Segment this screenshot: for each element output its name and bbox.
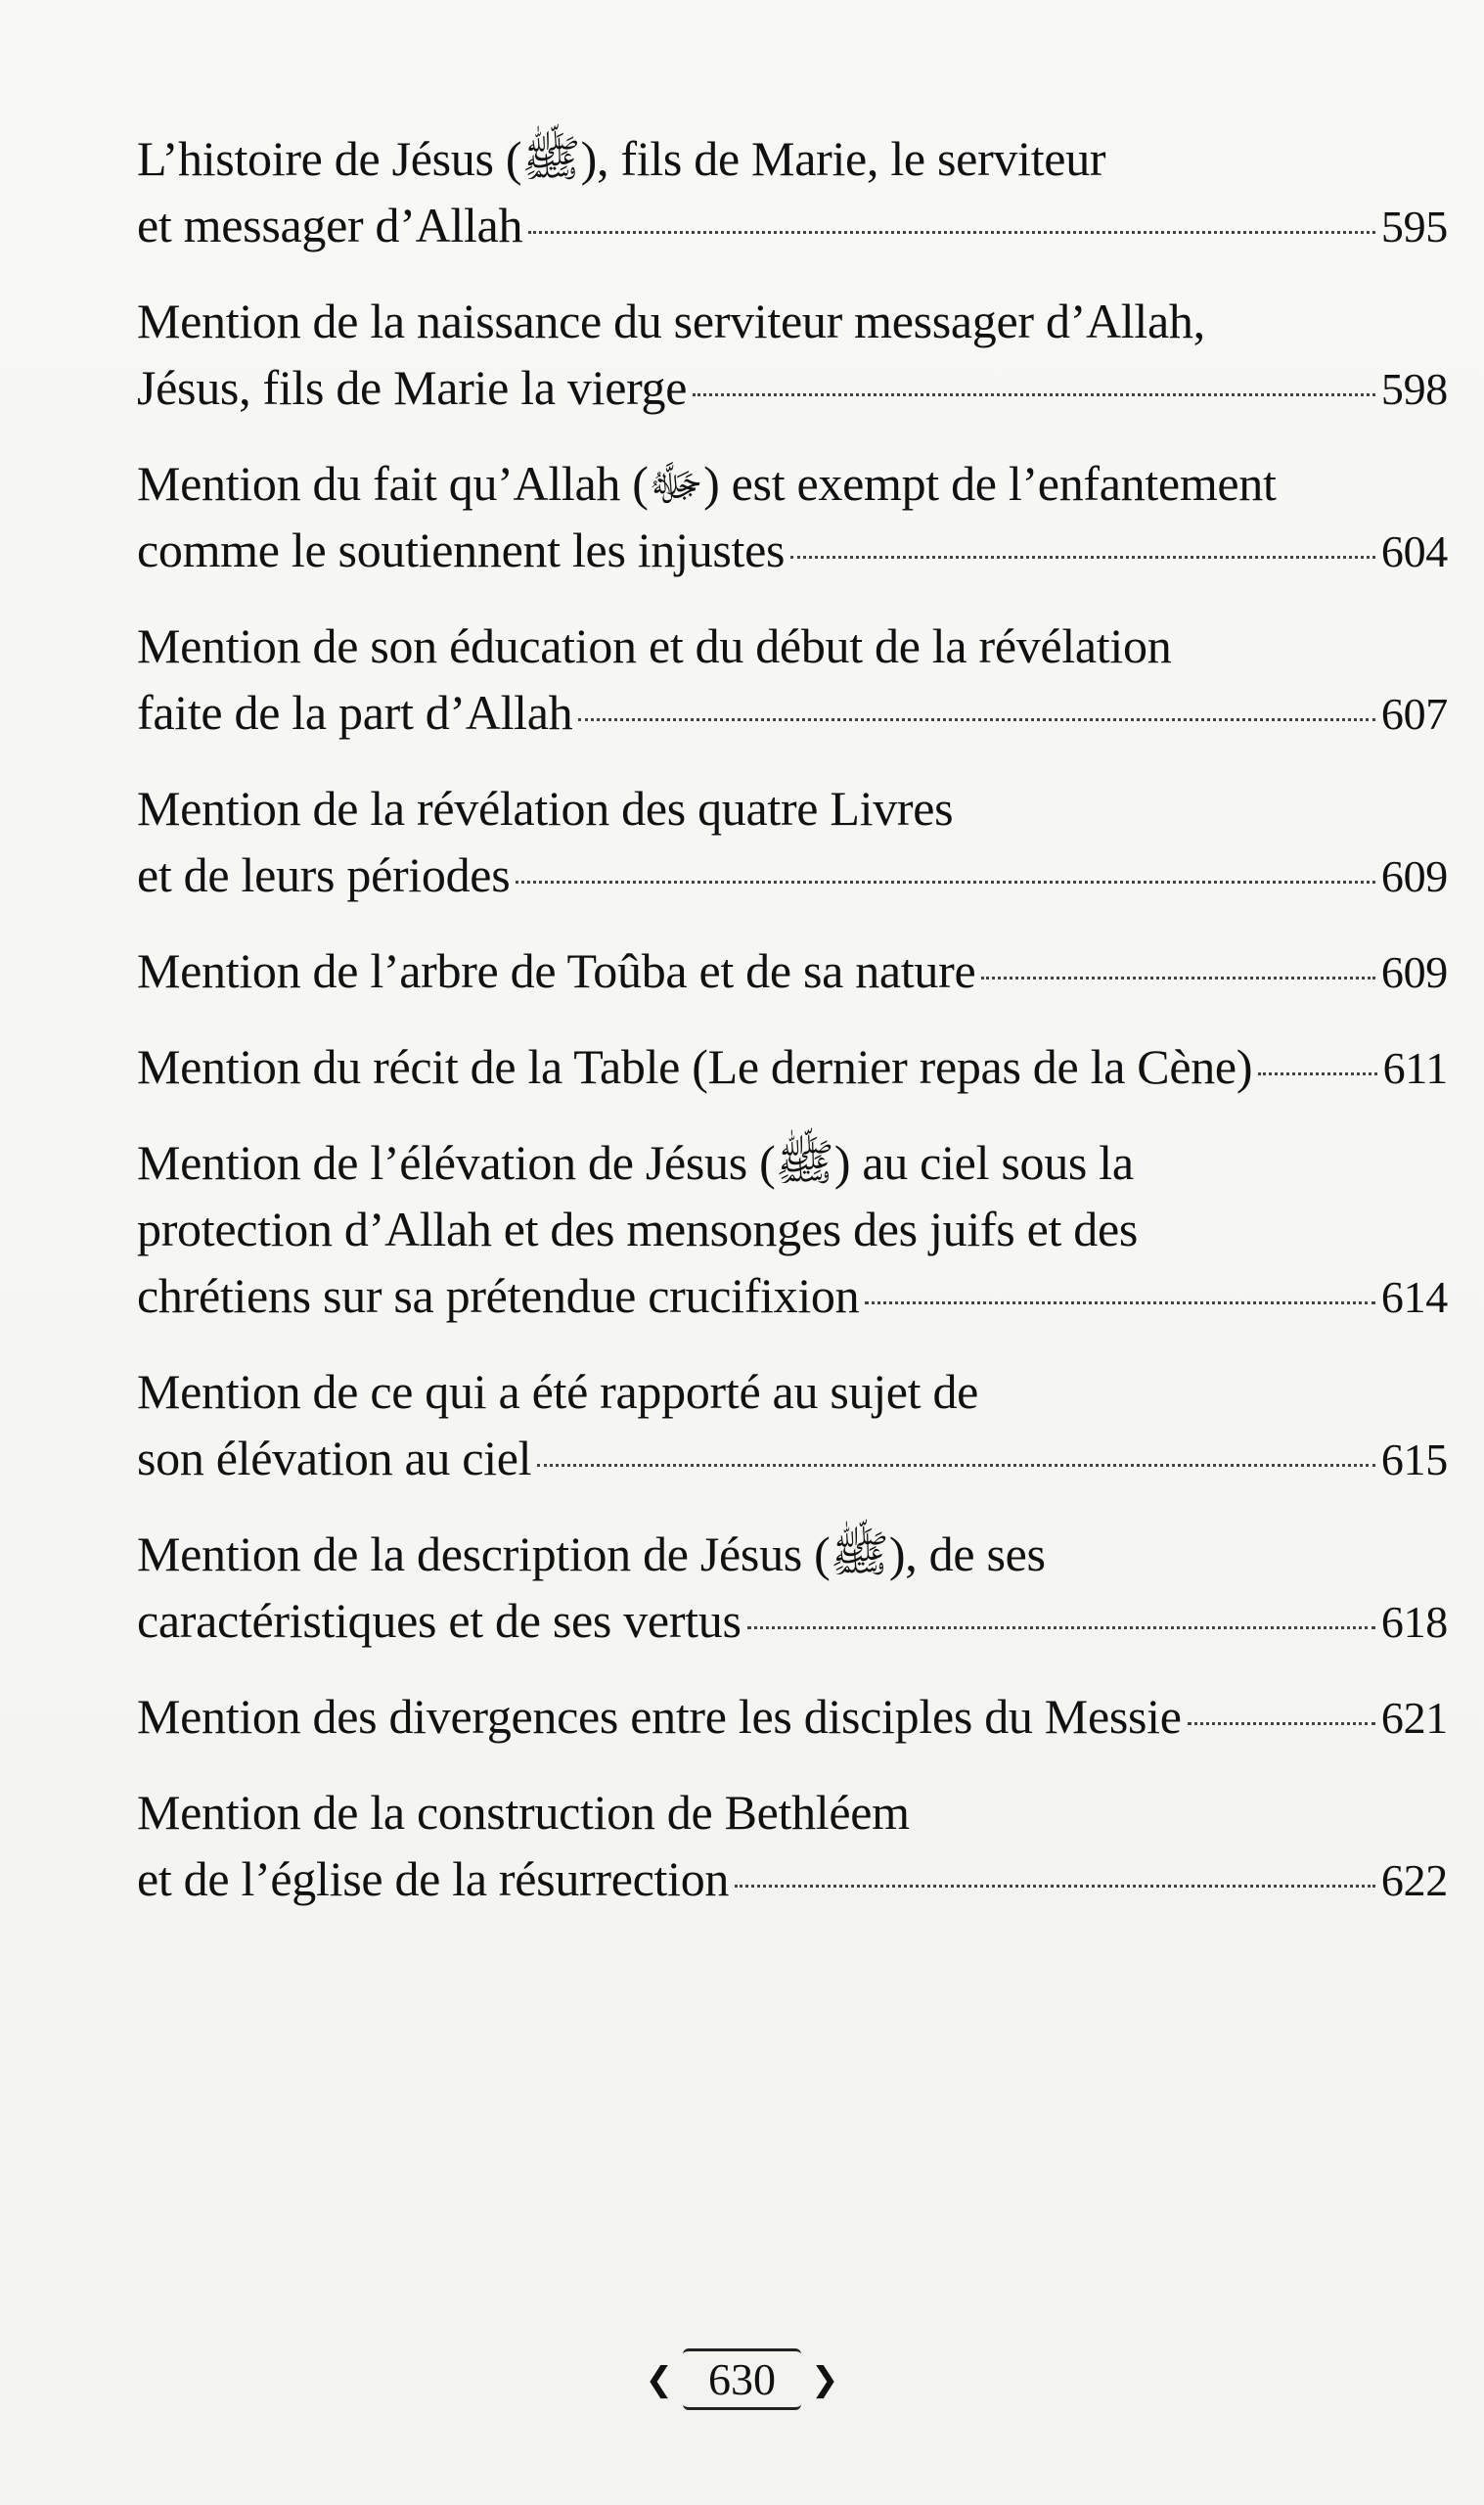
toc-page-number: 609 bbox=[1380, 851, 1448, 901]
toc-page-number: 598 bbox=[1380, 364, 1448, 414]
toc-entry-final-line bbox=[137, 842, 1448, 910]
toc-entry-title-end: Mention de l’arbre de Toûba et de sa nature bbox=[137, 943, 976, 998]
toc-entry-title-line: Mention de la description de Jésus (ﷺ), de ses bbox=[137, 1526, 1046, 1581]
dot-leader bbox=[1258, 1072, 1376, 1075]
page-number-badge bbox=[646, 2348, 839, 2410]
toc-entry bbox=[137, 613, 1448, 748]
toc-entry bbox=[137, 1521, 1448, 1656]
toc-entry-title-line: Mention de la révélation des quatre Livres bbox=[137, 781, 954, 836]
toc-entry-title-line: L’histoire de Jésus (ﷺ), fils de Marie, le serviteur bbox=[137, 131, 1106, 186]
toc-entry-title-end: chrétiens sur sa prétendue crucifixion bbox=[137, 1268, 860, 1323]
toc-entry-title-end: et de l’église de la résurrection bbox=[137, 1851, 730, 1906]
toc-entry-title-line: Mention de l’élévation de Jésus (ﷺ) au ciel sous la bbox=[137, 1135, 1134, 1190]
toc-page-number: 622 bbox=[1380, 1855, 1448, 1905]
toc-page-number: 595 bbox=[1380, 202, 1448, 251]
dot-leader bbox=[981, 977, 1375, 979]
toc-entry-title-line: Mention de la naissance du serviteur messager d’Allah, bbox=[137, 294, 1205, 348]
dot-leader bbox=[735, 1885, 1375, 1888]
toc-entry bbox=[137, 1683, 1448, 1752]
toc-entry-final-line bbox=[137, 1845, 1448, 1914]
ornament-right-icon: ❯ bbox=[811, 2359, 839, 2399]
toc-entry-title-line: Mention de ce qui a été rapporté au sujet de bbox=[137, 1364, 979, 1419]
toc-entry-title-end: Jésus, fils de Marie la vierge bbox=[137, 360, 688, 415]
toc-entry-final-line bbox=[137, 517, 1448, 585]
toc-entry bbox=[137, 1779, 1448, 1914]
toc-entry bbox=[137, 937, 1448, 1006]
dot-leader bbox=[865, 1301, 1375, 1304]
toc-page-number: 607 bbox=[1380, 689, 1448, 739]
page-footer bbox=[0, 2348, 1484, 2410]
toc-page-number: 618 bbox=[1380, 1597, 1448, 1647]
toc-entry-title-line: Mention de la construction de Bethléem bbox=[137, 1785, 910, 1840]
toc-page-number: 611 bbox=[1382, 1043, 1448, 1093]
dot-leader bbox=[537, 1464, 1375, 1467]
toc-entry bbox=[137, 1033, 1448, 1102]
dot-leader bbox=[693, 393, 1375, 396]
toc-entry-title-end: et messager d’Allah bbox=[137, 198, 523, 252]
dot-leader bbox=[1188, 1722, 1375, 1725]
ornament-left-icon: ❮ bbox=[645, 2359, 673, 2399]
page-number: 630 bbox=[683, 2348, 801, 2410]
toc-entry-title-end: son élévation au ciel bbox=[137, 1431, 532, 1485]
toc-entry-final-line bbox=[137, 1262, 1448, 1331]
dot-leader bbox=[790, 556, 1375, 559]
toc-entry-title-line: protection d’Allah et des mensonges des juifs et des bbox=[137, 1202, 1139, 1256]
toc-entry-final-line bbox=[137, 1683, 1448, 1752]
toc-page-number: 615 bbox=[1380, 1435, 1448, 1484]
toc-entry bbox=[137, 450, 1448, 585]
toc-entry-final-line bbox=[137, 1033, 1448, 1102]
toc-entry bbox=[137, 288, 1448, 423]
toc-entry-title-line: Mention du fait qu’Allah (ﷻ) est exempt de l’enfantement bbox=[137, 456, 1277, 511]
toc-entry-final-line bbox=[137, 192, 1448, 260]
toc-entry-title-end: comme le soutiennent les injustes bbox=[137, 523, 786, 577]
toc-entry bbox=[137, 775, 1448, 910]
toc-entry-title-end: et de leurs périodes bbox=[137, 847, 511, 902]
toc-entry bbox=[137, 1129, 1448, 1331]
toc-page-number: 614 bbox=[1380, 1272, 1448, 1322]
table-of-contents bbox=[137, 125, 1448, 1941]
dot-leader bbox=[516, 881, 1375, 884]
toc-entry-final-line bbox=[137, 1425, 1448, 1493]
toc-entry-final-line bbox=[137, 679, 1448, 748]
dot-leader bbox=[747, 1626, 1375, 1629]
dot-leader bbox=[578, 718, 1375, 721]
toc-entry-title-line: Mention de son éducation et du début de la révélation bbox=[137, 618, 1172, 673]
toc-entry-final-line bbox=[137, 354, 1448, 423]
toc-entry-title-end: faite de la part d’Allah bbox=[137, 685, 573, 740]
toc-entry bbox=[137, 125, 1448, 260]
toc-entry-final-line bbox=[137, 1587, 1448, 1656]
toc-entry-title-end: Mention des divergences entre les disciples du Messie bbox=[137, 1689, 1182, 1744]
toc-page-number: 609 bbox=[1380, 947, 1448, 997]
toc-entry bbox=[137, 1358, 1448, 1493]
toc-page-number: 604 bbox=[1380, 526, 1448, 576]
toc-entry-title-end: Mention du récit de la Table (Le dernier repas de la Cène) bbox=[137, 1039, 1253, 1094]
toc-entry-title-end: caractéristiques et de ses vertus bbox=[137, 1593, 742, 1648]
toc-page-number: 621 bbox=[1380, 1693, 1448, 1743]
dot-leader bbox=[528, 231, 1375, 234]
toc-entry-final-line bbox=[137, 937, 1448, 1006]
